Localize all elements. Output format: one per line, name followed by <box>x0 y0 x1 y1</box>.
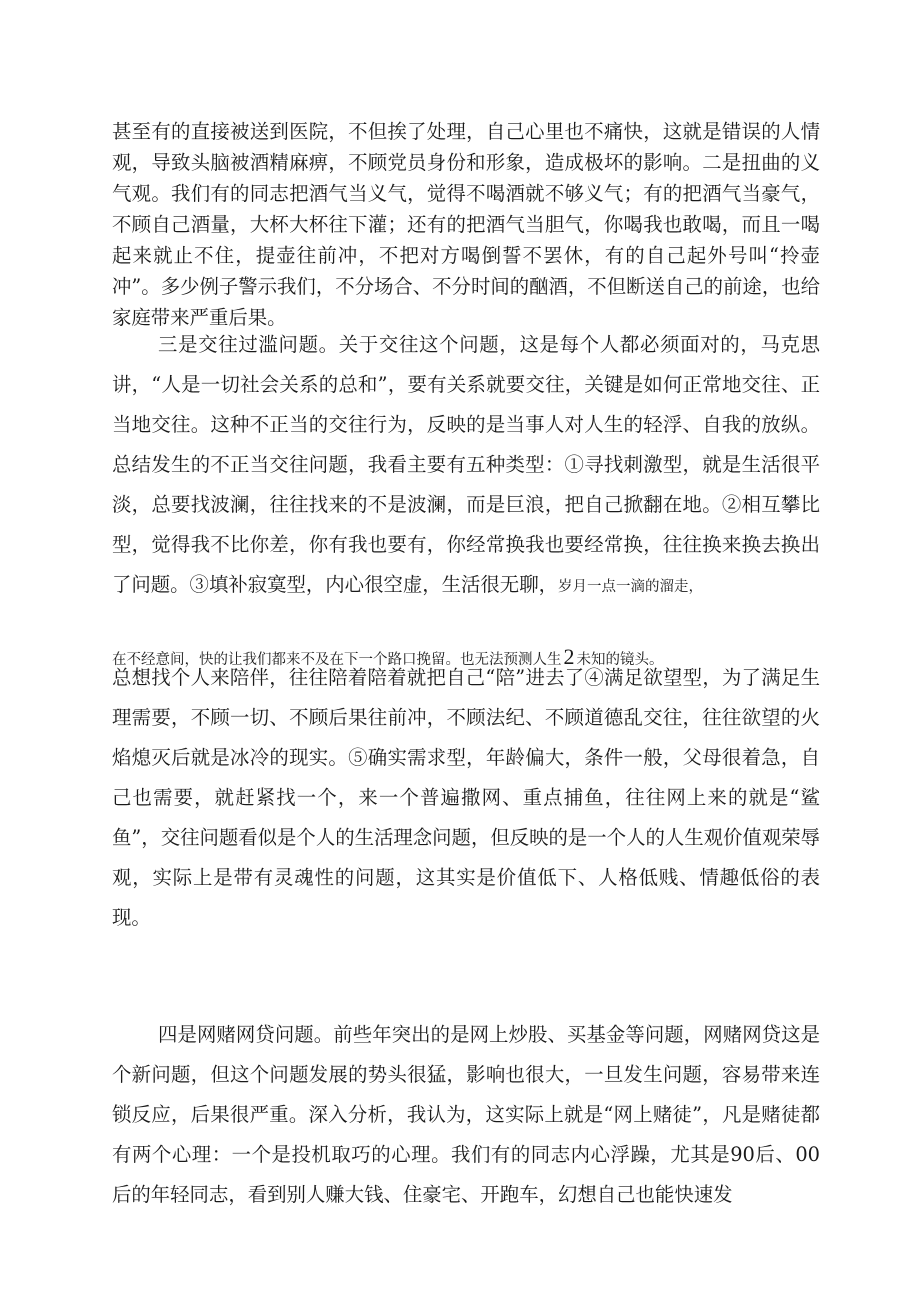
paragraph-socializing-types-continued: 总想找个人来陪伴，往往陪着陪着就把自己“陪”进去了④满足欲望型，为了满足生理需要，不顾一切、不顾后果往前冲，不顾法纪、不顾道德乱交往，往往欲望的火焰熄灭后就是冰冷的现实。⑤确实需求型，年龄偏大，条件一般，父母很着急，自己也需要，就赶紧找一个，来一个普遍撒网、重点捕鱼，往往网上来的就是“鲨鱼”，交往问题看似是个人的生活理念问题，但反映的是一个人的人生观价值观荣辱观，实际上是带有灵魂性的问题，这其实是价值低下、人格低贱、情趣低俗的表现。 <box>112 666 820 929</box>
paragraph-excessive-socializing <box>112 325 820 607</box>
note-text-before: 在不经意间，快的让我们都来不及在下一个路口挽留。也无法预测人生 <box>112 652 562 668</box>
note-text-after: 未知的镜头。 <box>576 652 664 668</box>
paragraph-text: 三是交往过滥问题。关于交往这个问题，这是每个人都必须面对的，马克思讲，“人是一切社会关系的总和”，要有关系就要交往，关键是如何正常地交往、正当地交往。这种不正当的交往行为，反映的是当事人对人生的轻浮、自我的放纵。总结发生的不正当交往问题，我看主要有五种类型：①寻找刺激型，就是生活很平淡，总要找波澜，往往找来的不是波澜，而是巨浪，把自己掀翻在地。②相互攀比型，觉得我不比你差，你有我也要有，你经常换我也要经常换，往往换来换去换出了问题。③填补寂寞型，内心很空虚，生活很无聊， <box>112 333 820 596</box>
paragraph-online-gambling-loans: 四是网赌网贷问题。前些年突出的是网上炒股、买基金等问题，网赌网贷这是个新问题，但这个问题发展的势头很猛，影响也很大，一旦发生问题，容易带来连锁反应，后果很严重。深入分析，我认为，这实际上就是“网上赌徒”，凡是赌徒都有两个心理：一个是投机取巧的心理。我们有的同志内心浮躁，尤其是90后、00后的年轻同志，看到别人赚大钱、住豪宅、开跑车，幻想自己也能快速发 <box>112 1023 820 1206</box>
paragraph-drinking-continued: 甚至有的直接被送到医院，不但挨了处理，自己心里也不痛快，这就是错误的人情观，导致头脑被酒精麻痹，不顾党员身份和形象，造成极坏的影响。二是扭曲的义气观。我们有的同志把酒气当义气，觉得不喝酒就不够义气；有的把酒气当豪气，不顾自己酒量，大杯大杯往下灌；还有的把酒气当胆气，你喝我也敢喝，而且一喝起来就止不住，提壶往前冲，不把对方喝倒誓不罢休，有的自己起外号叫“拎壶冲”。多少例子警示我们，不分场合、不分时间的酗酒，不但断送自己的前途，也给家庭带来严重后果。 <box>112 120 820 329</box>
note-number: 2 <box>563 644 575 669</box>
inserted-small-text: 岁月一点一滴的溜走， <box>557 579 703 595</box>
